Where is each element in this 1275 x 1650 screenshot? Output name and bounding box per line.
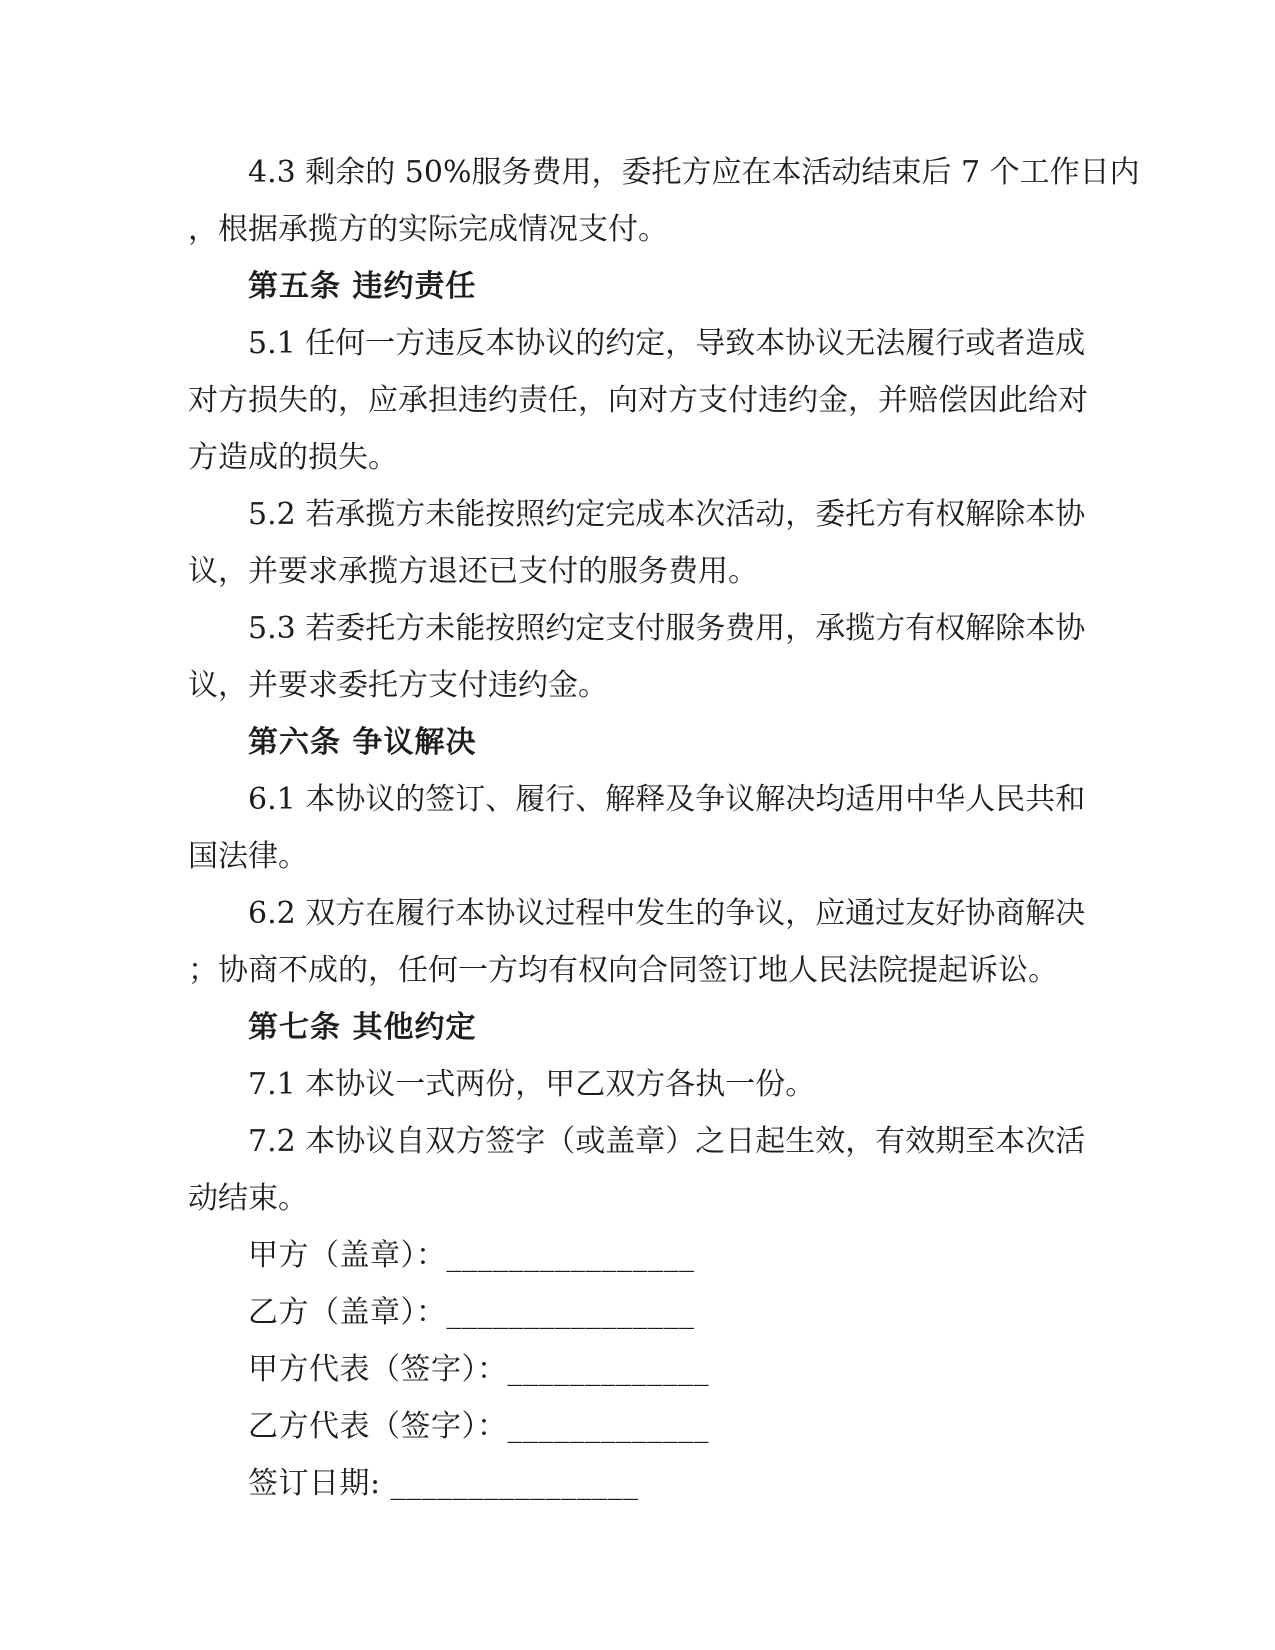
paragraph-line: 5.1 任何一方违反本协议的约定，导致本协议无法履行或者造成: [248, 326, 1086, 361]
paragraph-line: 议，并要求承揽方退还已支付的服务费用。: [188, 554, 758, 589]
paragraph-line: ；协商不成的，任何一方均有权向合同签订地人民法院提起诉讼。: [188, 953, 1058, 988]
paragraph-line: 方造成的损失。: [188, 440, 398, 475]
section-heading: 第七条 其他约定: [248, 1010, 477, 1045]
signature-line: 乙方（盖章）：________________: [248, 1295, 695, 1330]
paragraph-line: ，根据承揽方的实际完成情况支付。: [188, 212, 668, 247]
paragraph-line: 议，并要求委托方支付违约金。: [188, 668, 608, 703]
paragraph-line: 国法律。: [188, 839, 308, 874]
document-body: [188, 144, 1140, 1512]
paragraph-line: 4.3 剩余的 50%服务费用，委托方应在本活动结束后 7 个工作日内: [248, 155, 1140, 190]
signature-line: 乙方代表（签字）：_____________: [248, 1409, 709, 1444]
paragraph-line: 7.2 本协议自双方签字（或盖章）之日起生效，有效期至本次活: [248, 1124, 1086, 1159]
paragraph-line: 对方损失的，应承担违约责任，向对方支付违约金，并赔偿因此给对: [188, 383, 1088, 418]
signature-line: 甲方（盖章）：________________: [248, 1238, 695, 1273]
paragraph-line: 7.1 本协议一式两份，甲乙双方各执一份。: [248, 1067, 816, 1102]
paragraph-line: 动结束。: [188, 1181, 308, 1216]
paragraph-line: 6.1 本协议的签订、履行、解释及争议解决均适用中华人民共和: [248, 782, 1086, 817]
signature-line: 甲方代表（签字）：_____________: [248, 1352, 709, 1387]
signature-line: 签订日期: ________________: [248, 1466, 639, 1501]
paragraph-line: 5.3 若委托方未能按照约定支付服务费用，承揽方有权解除本协: [248, 611, 1086, 646]
paragraph-line: 5.2 若承揽方未能按照约定完成本次活动，委托方有权解除本协: [248, 497, 1086, 532]
section-heading: 第五条 违约责任: [248, 269, 477, 304]
section-heading: 第六条 争议解决: [248, 725, 477, 760]
paragraph-line: 6.2 双方在履行本协议过程中发生的争议，应通过友好协商解决: [248, 896, 1086, 931]
